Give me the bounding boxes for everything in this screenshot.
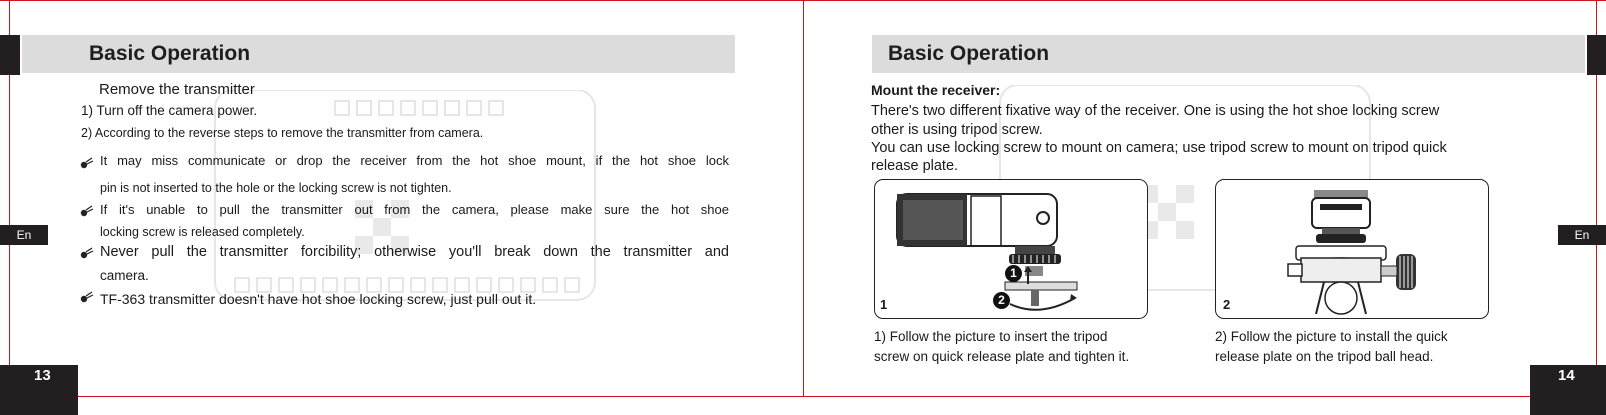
note-3-line-1: Never pull the transmitter forcibility; otherwise you'll break down the transmitter and — [100, 244, 729, 260]
note-2-line-1: If it's unable to pull the transmitter out from the camera, please make sure the hot shoe — [100, 202, 729, 217]
remove-subtitle: Remove the transmitter — [99, 81, 255, 98]
receiver-tripod-screw-illustration — [875, 180, 1147, 318]
right-header-tab — [1587, 35, 1606, 75]
figure-2-caption-line-2: release plate on the tripod ball head. — [1215, 349, 1434, 364]
left-lang-tab: En — [0, 225, 48, 245]
mount-receiver-heading: Mount the receiver: — [871, 82, 1001, 98]
figure-1-caption-line-2: screw on quick release plate and tighten it. — [874, 349, 1130, 364]
frame-bottom-line — [0, 396, 1606, 397]
note-3-line-2: camera. — [100, 268, 149, 283]
figure-1-photo — [874, 179, 1148, 319]
center-fold-line — [803, 0, 804, 396]
right-page-number: 14 — [1530, 365, 1606, 415]
pencil-note-icon — [80, 157, 94, 169]
figure-2-photo — [1215, 179, 1489, 319]
figure-1-marker-1: 1 — [1005, 265, 1022, 282]
note-1-line-1: It may miss communicate or drop the receiver from the hot shoe mount, if the hot shoe lock — [100, 153, 729, 168]
ball-head-illustration — [1216, 180, 1488, 318]
paragraph-line-3: You can use locking screw to mount on camera; use tripod screw to mount on tripod quick — [871, 140, 1447, 156]
left-header-tab — [0, 35, 20, 75]
figure-1-marker-2: 2 — [993, 292, 1010, 309]
paragraph-line-2: other is using tripod screw. — [871, 122, 1043, 138]
pencil-note-icon — [80, 291, 94, 303]
right-page-title: Basic Operation — [888, 42, 1050, 65]
left-page-number: 13 — [0, 365, 78, 415]
paragraph-line-4: release plate. — [871, 158, 959, 174]
right-lang-tab: En — [1558, 225, 1606, 245]
pencil-note-icon — [80, 247, 94, 259]
note-4-line-1: TF-363 transmitter doesn't have hot shoe locking screw, just pull out it. — [100, 291, 537, 307]
figure-2-caption-line-1: 2) Follow the picture to install the quick — [1215, 329, 1448, 344]
step-2: 2) According to the reverse steps to remove the transmitter from camera. — [81, 126, 484, 140]
step-1: 1) Turn off the camera power. — [81, 103, 258, 118]
figure-2-number: 2 — [1223, 297, 1231, 312]
figure-1-number: 1 — [880, 297, 888, 312]
note-2-line-2: locking screw is released completely. — [100, 225, 305, 239]
pencil-note-icon — [80, 205, 94, 217]
paragraph-line-1: There's two different fixative way of the receiver. One is using the hot shoe locking screw — [871, 103, 1440, 119]
left-page-title: Basic Operation — [89, 42, 251, 65]
figure-1-caption-line-1: 1) Follow the picture to insert the tripod — [874, 329, 1108, 344]
note-1-line-2: pin is not inserted to the hole or the locking screw is not tighten. — [100, 181, 452, 195]
